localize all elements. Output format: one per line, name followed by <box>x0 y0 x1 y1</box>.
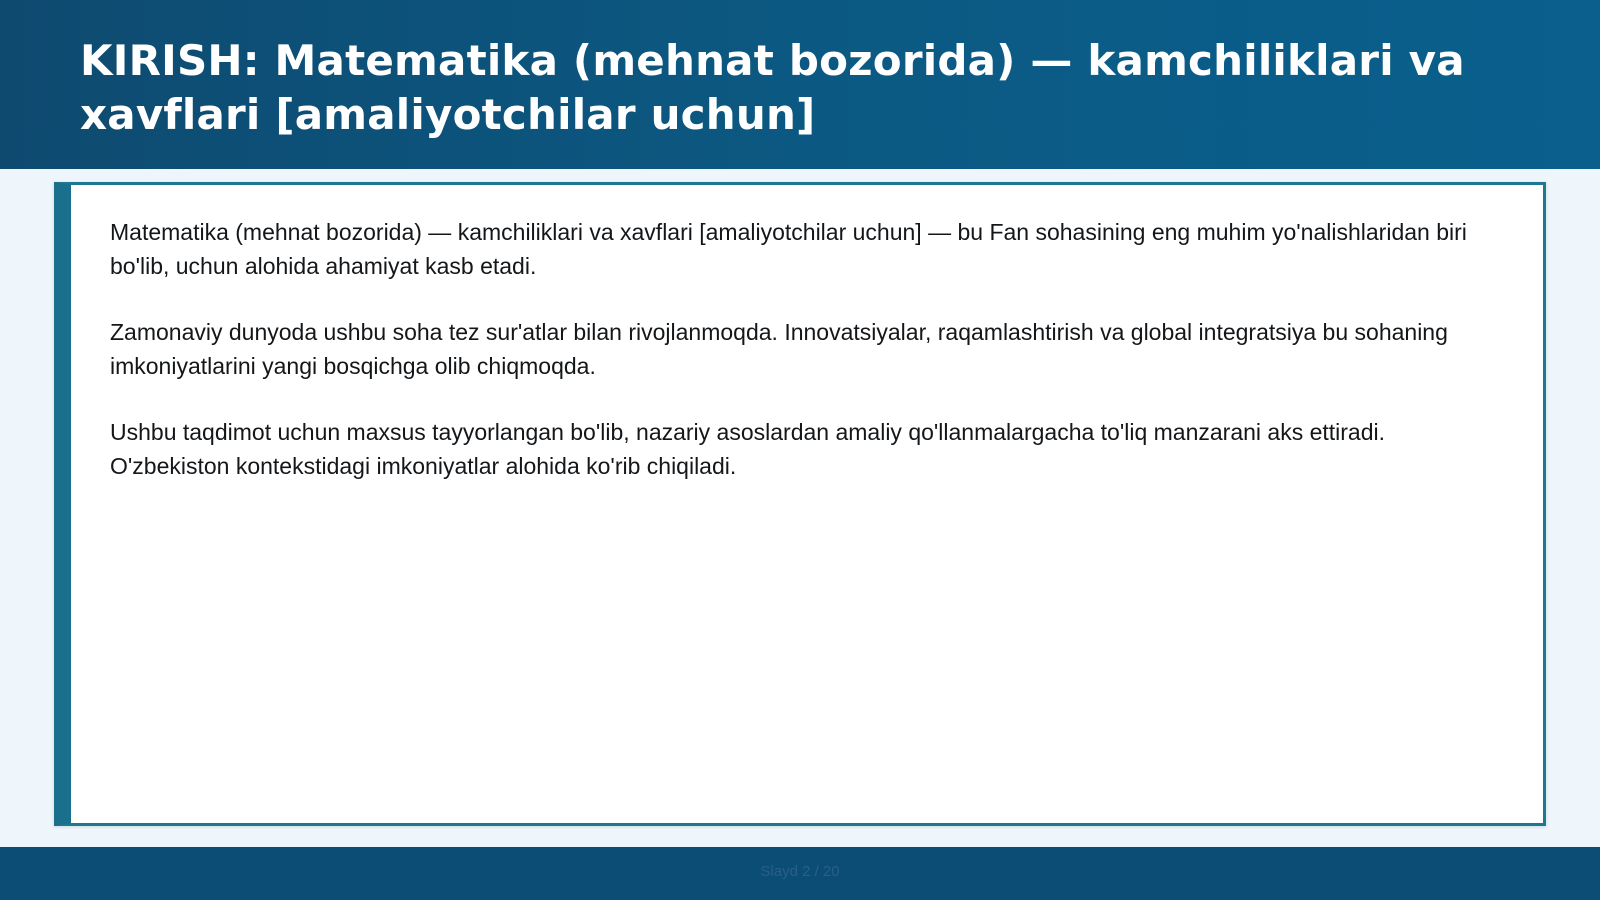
paragraph-modern-world: Zamonaviy dunyoda ushbu soha tez sur'atlar bilan rivojlanmoqda. Innovatsiyalar, raqamlashtirish va global integratsiya bu sohaning imkoniyatlarini yangi bosqichga olib chiqmoqda. <box>110 319 1448 379</box>
content-text <box>110 215 1510 515</box>
slide-footer <box>0 847 1600 900</box>
slide-title: KIRISH: Matematika (mehnat bozorida) — kamchiliklari va xavflari [amaliyotchilar uchun] <box>80 36 1465 139</box>
paragraph-presentation: Ushbu taqdimot uchun maxsus tayyorlangan bo'lib, nazariy asoslardan amaliy qo'llanmalargacha to'liq manzarani aks ettiradi. O'zbekiston kontekstidagi imkoniyatlar alohida ko'rib chiqiladi. <box>110 419 1386 479</box>
slide-number: Slayd 2 / 20 <box>760 863 840 880</box>
content-panel <box>54 182 1546 826</box>
paragraph-intro: Matematika (mehnat bozorida) — kamchiliklari va xavflari [amaliyotchilar uchun] — bu Fan sohasining eng muhim yo'nalishlaridan biri bo'lib, uchun alohida ahamiyat kasb etadi. <box>110 219 1467 279</box>
slide-header <box>0 0 1600 169</box>
